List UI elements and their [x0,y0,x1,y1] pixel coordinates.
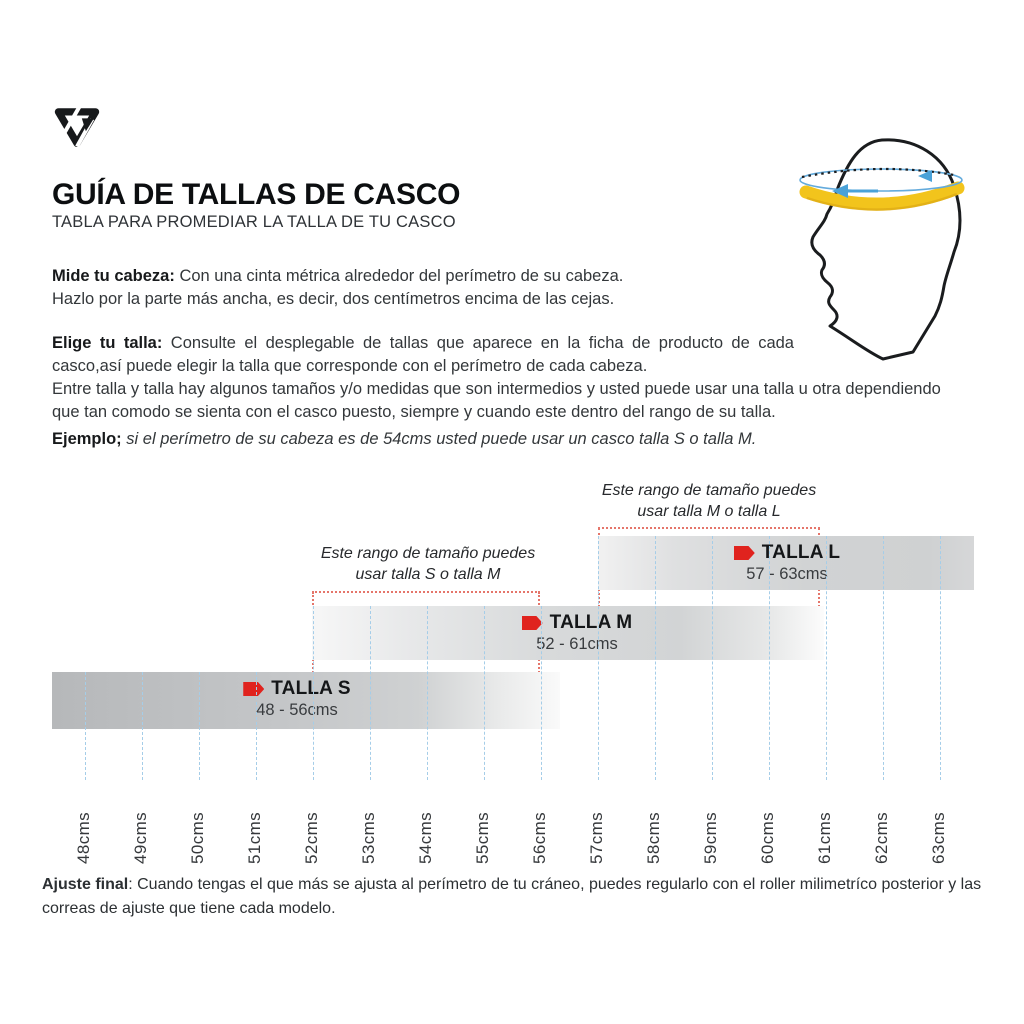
brand-logo-icon [52,105,102,151]
axis-tick-label: 49cms [131,811,150,864]
final-adjust-text-1: : Cuando tengas el que más se ajusta al perímetro de tu cráneo, puedes regularlo con el roller milimetríco posterior y las [128,876,982,893]
tag-icon [734,545,755,561]
grid-line [484,606,485,780]
choose-label: Elige tu talla: [52,334,163,352]
annotation-s-m [308,543,548,585]
grid-line [541,606,542,780]
final-adjust-text-2: correas de ajuste que tiene cada modelo. [42,900,336,917]
choose-text-2: casco,así puede elegir la talla que corresponde con el perímetro de cada cabeza. [52,357,648,375]
final-adjust-label: Ajuste final [42,876,129,893]
talla-l-title: TALLA L [761,542,841,563]
axis-tick-label: 55cms [473,811,492,864]
measure-text-2: Hazlo por la parte más ancha, es decir, dos centímetros encima de las cejas. [52,290,615,308]
axis-tick-label: 57cms [587,811,606,864]
head-measurement-illustration [778,128,990,363]
grid-line [769,536,770,780]
grid-line [142,672,143,780]
grid-line [199,672,200,780]
talla-l-label-group [682,542,892,584]
tag-icon [243,681,264,697]
grid-line [85,672,86,780]
measure-instructions [52,265,623,311]
axis-tick-label: 61cms [815,811,834,864]
talla-l-range: 57 - 63cms [746,565,828,583]
axis-tick-label: 60cms [758,811,777,864]
page-subtitle: TABLA PARA PROMEDIAR LA TALLA DE TU CASCO [52,213,456,231]
tag-icon [522,615,543,631]
choose-size-instructions [52,355,941,424]
axis-tick-label: 51cms [245,811,264,864]
axis-tick-label: 53cms [359,811,378,864]
choose-size-line-1 [52,332,794,355]
measure-label: Mide tu cabeza: [52,267,175,285]
choose-text-1: Consulte el desplegable de tallas que aparece en la ficha de producto de cada [162,334,794,352]
grid-line [712,536,713,780]
axis-tick-label: 58cms [644,811,663,864]
measure-text-1: Con una cinta métrica alrededor del perímetro de su cabeza. [174,267,624,285]
talla-m-label-group [472,612,682,654]
page-title: GUÍA DE TALLAS DE CASCO [52,178,461,211]
talla-s-range: 48 - 56cms [256,701,338,719]
annotation-m-l-line2: usar talla M o talla L [637,503,781,520]
brand-logo [52,105,102,156]
grid-line [256,672,257,780]
axis-tick-label: 56cms [530,811,549,864]
grid-line [940,536,941,780]
talla-s-title: TALLA S [271,678,351,699]
talla-m-title: TALLA M [549,612,633,633]
axis-tick-label: 54cms [416,811,435,864]
talla-m-range: 52 - 61cms [536,635,618,653]
grid-line [598,536,599,780]
choose-text-4: que tan comodo se sienta con el casco puesto, siempre y cuando este dentro del rango de su talla. [52,403,776,421]
grid-line [427,606,428,780]
axis-tick-label: 48cms [74,811,93,864]
grid-line [370,606,371,780]
axis-tick-label: 50cms [188,811,207,864]
axis-tick-label: 52cms [302,811,321,864]
grid-line [883,536,884,780]
grid-line [313,606,314,780]
annotation-s-m-line2: usar talla S o talla M [355,566,501,583]
axis-tick-label: 62cms [872,811,891,864]
axis-tick-label: 59cms [701,811,720,864]
size-chart [40,480,990,862]
final-adjust-note [42,873,981,921]
grid-line [826,536,827,780]
example-note [52,428,756,451]
choose-text-3: Entre talla y talla hay algunos tamaños y/o medidas que son intermedios y usted puede usar una talla u otra dependiendo [52,380,941,398]
example-text: si el perímetro de su cabeza es de 54cms usted puede usar un casco talla S o talla M. [121,430,757,448]
axis-tick-label: 63cms [929,811,948,864]
annotation-m-l-line1: Este rango de tamaño puedes [601,482,817,499]
grid-line [655,536,656,780]
annotation-m-l [589,480,829,522]
annotation-s-m-line1: Este rango de tamaño puedes [320,545,536,562]
example-label: Ejemplo; [52,430,122,448]
